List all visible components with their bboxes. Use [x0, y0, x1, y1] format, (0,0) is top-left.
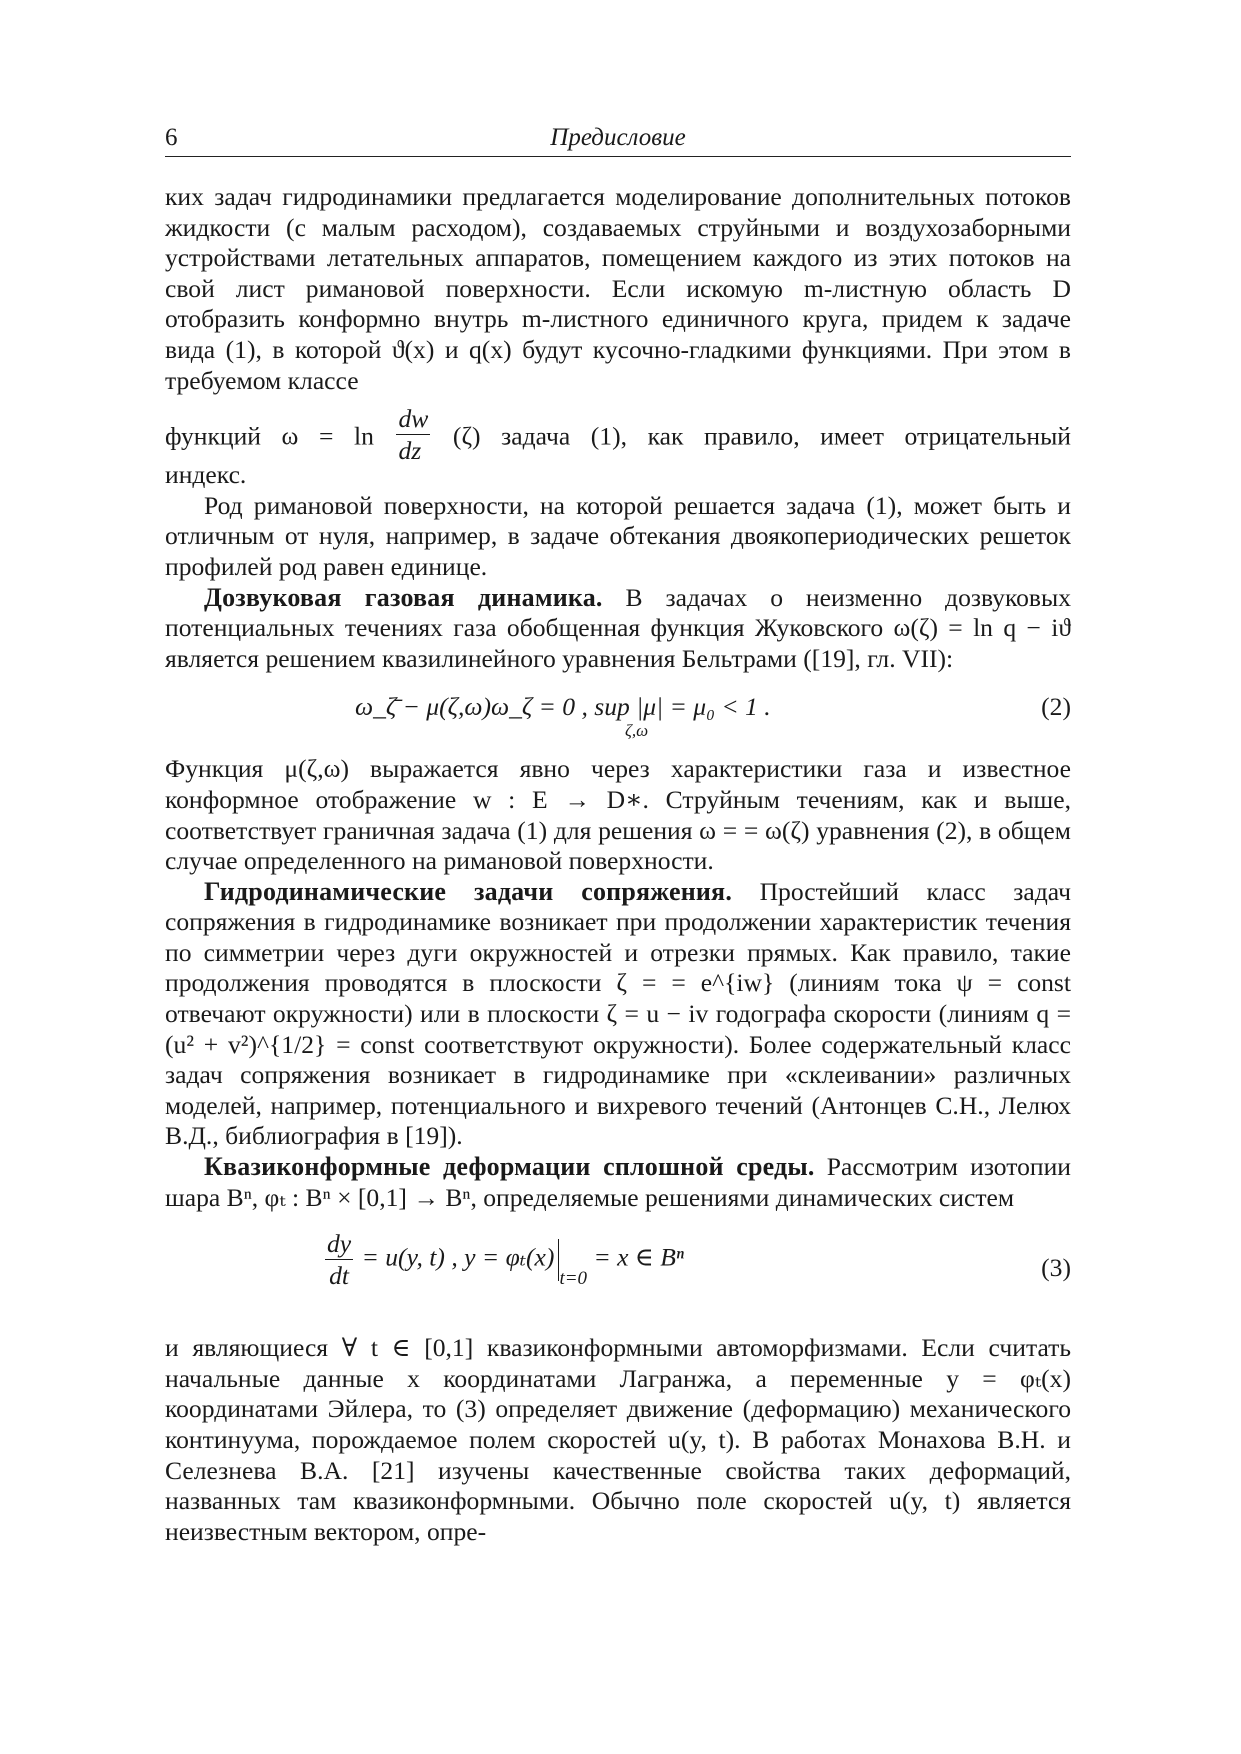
equation-2-body: ω_ζ̄ − μ(ζ,ω)ω_ζ = 0 , sup |μ| = μ₀ < 1 .	[355, 692, 771, 722]
func-text-post: (ζ) задача (1), как правило, имеет отрицательный	[452, 421, 1071, 451]
running-title: Предисловие	[550, 124, 686, 151]
equation-3-middle: = u(y, t) , y = φₜ(x)	[361, 1242, 555, 1272]
page-number: 6	[165, 124, 178, 151]
paragraph-1-end: индекс.	[165, 460, 247, 490]
section-heading-quasiconformal: Квазиконформные деформации сплошной среды.	[204, 1152, 815, 1182]
paragraph-4: Функция μ(ζ,ω) выражается явно через характеристики газа и известное конформное отображение w : E → D∗. Струйным течениям, как и выше, соответствует граничная задача (1) для решения ω = = ω(ζ) уравнения (2), в общем случае определенного на римановой поверхности.	[165, 754, 1071, 876]
func-text-pre: функций ω = ln	[165, 421, 374, 451]
equation-2	[165, 688, 1071, 741]
fraction-denominator: dt	[329, 1260, 350, 1290]
equation-3-end: = x ∈ Bⁿ	[593, 1242, 684, 1272]
paragraph-5-text: Простейший класс задач сопряжения в гидродинамике возникает при продолжении характеристик течения по симметрии через дуги окружностей и отрезки прямых. Как правило, такие продолжения проводятся в плоскости ζ = = e^{iw} (линиям тока ψ = const отвечают окружности) или в плоскости ζ = u − iv годографа скорости (линиям q = (u² + v²)^{1/2} = const соответствуют окружности). Более содержательный класс задач сопряжения возникает в гидродинамике при «склеивании» различных моделей, например, потенциального и вихревого течений (Антонцев С.Н., Лелюх В.Д., библиография в [19]).	[165, 876, 1071, 1151]
equation-2-subscript: ζ,ω	[625, 721, 649, 741]
paragraph-7: и являющиеся ∀ t ∈ [0,1] квазиконформными автоморфизмами. Если считать начальные данные x координатами Лагранжа, а переменные y = φₜ(x) координатами Эйлера, то (3) определяет движение (деформацию) механического континуума, порождаемое полем скоростей u(y, t). В работах Монахова В.Н. и Селезнева В.А. [21] изучены качественные свойства таких деформаций, названных там квазиконформными. Обычно поле скоростей u(y, t) является неизвестным вектором, опре-	[165, 1333, 1071, 1546]
function-line	[165, 396, 1071, 465]
paragraph-6	[165, 1152, 1071, 1213]
fraction-dy-dt	[325, 1231, 353, 1288]
fraction-dw-dz	[396, 406, 430, 463]
equation-3-body	[323, 1231, 684, 1288]
equation-3	[165, 1231, 1071, 1313]
paragraph-5	[165, 877, 1071, 1152]
fraction-numerator: dw	[398, 404, 429, 434]
paragraph-3	[165, 583, 1071, 675]
fraction-numerator: dy	[327, 1229, 352, 1259]
running-head	[165, 122, 1071, 157]
evaluation-subscript: t=0	[559, 1267, 588, 1289]
paragraph-2: Род римановой поверхности, на которой решается задача (1), может быть и отличным от нуля, например, в задаче обтекания двоякопериодических решеток профилей род равен единице.	[165, 490, 1071, 581]
equation-3-number: (3)	[1041, 1253, 1071, 1283]
equation-2-number: (2)	[1041, 692, 1071, 722]
section-heading-conjugation: Гидродинамические задачи сопряжения.	[204, 876, 733, 906]
paragraph-6-text: Рассмотрим изотопии шара Bⁿ, φₜ : Bⁿ × [0,1] → Bⁿ, определяемые решениями динамических систем	[165, 1152, 1071, 1212]
page-body	[165, 182, 1071, 1547]
paragraph-3-text: В задачах о неизменно дозвуковых потенциальных течениях газа обобщенная функция Жуковского ω(ζ) = ln q − iϑ является решением квазилинейного уравнения Бельтрами ([19], гл. VII):	[165, 582, 1071, 673]
paragraph-1: ких задач гидродинамики предлагается моделирование дополнительных потоков жидкости (с малым расходом), создаваемых струйными и воздухозаборными устройствами летательных аппаратов, помещением каждого из этих потоков на свой лист римановой поверхности. Если искомую m-листную область D отобразить конформно внутрь m-листного единичного круга, придем к задаче вида (1), в которой ϑ(x) и q(x) будут кусочно-гладкими функциями. При этом в требуемом классе	[165, 182, 1071, 395]
section-heading-subsonic: Дозвуковая газовая динамика.	[204, 582, 603, 612]
fraction-denominator: dz	[398, 435, 422, 465]
